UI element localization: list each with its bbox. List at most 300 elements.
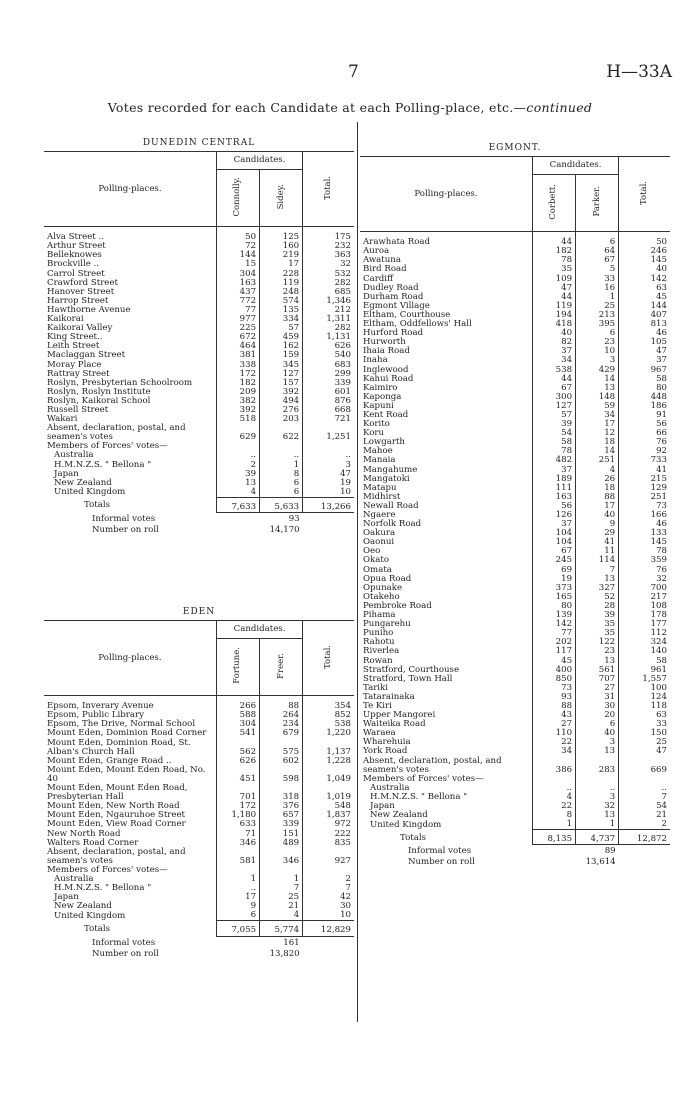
dunedin-central-table [44,135,354,535]
polling-place-name: Manaia [363,455,396,466]
vote-cell: 17 [576,502,619,511]
polling-place-name: Koru [363,428,385,439]
vote-cell: 37 [532,347,575,356]
table-row [360,420,670,429]
vote-cell: 17 [576,420,619,429]
vote-cell: 30 [576,702,619,711]
polling-place-name: Oeo [363,546,381,557]
vote-cell: 6 [576,329,619,338]
vote-cell: 6 [576,720,619,729]
vote-cell: 10 [576,347,619,356]
total-cell: 282 [303,279,354,288]
eden-table [44,604,354,959]
vote-cell: 345 [260,361,303,370]
polling-place-name: Rowan [363,655,393,666]
vote-cell: 52 [576,593,619,602]
vote-cell: 127 [260,370,303,379]
vote-cell: 622 [260,424,303,442]
vote-cell: 8 [532,811,575,820]
vote-cell: 39 [216,470,259,479]
vote-cell: 127 [532,402,575,411]
table-row [44,461,354,470]
vote-cell: 264 [260,711,303,720]
table-row [360,502,670,511]
forces-label: Members of Forces' votes— [47,441,168,452]
polling-place-name: King Street.. [47,332,103,343]
column-header-row [360,157,670,175]
table-row [360,538,670,547]
vote-cell: 203 [260,415,303,424]
vote-cell: 35 [576,629,619,638]
vote-cell: 300 [532,393,575,402]
polling-place-name: Hanover Street [47,286,115,297]
vote-cell: 88 [576,493,619,502]
polling-place-name: Mangatoki [363,473,410,484]
vote-cell: 109 [532,275,575,284]
polling-place-name: Waiteika Road [363,719,426,730]
total-cell: 41 [619,466,670,475]
number-on-roll-row-label: Number on roll [408,857,475,868]
table-row [44,766,354,784]
total-cell: 50 [619,238,670,247]
polling-place-name: Pihama [363,610,396,621]
vote-cell: 25 [260,893,303,902]
vote-cell: 6 [576,238,619,247]
total-cell: 63 [619,711,670,720]
polling-place-name: Okato [363,555,390,566]
candidate-header [532,175,575,232]
total-cell: 175 [303,233,354,242]
total-cell: 92 [619,447,670,456]
total-cell: 10 [303,911,354,921]
vote-cell: 602 [260,757,303,766]
total-cell: 363 [303,251,354,260]
vote-cell: 78 [532,256,575,265]
vote-cell: 27 [532,720,575,729]
vote-cell: 67 [532,547,575,556]
table-row [360,329,670,338]
polling-place-name: Midhirst [363,491,401,502]
total-cell: 21 [619,811,670,820]
table-row [360,638,670,647]
vote-cell: 386 [532,757,575,775]
polling-place-name: Wakari [47,414,78,425]
polling-place-name: Mount Eden, View Road Corner [47,819,186,830]
polling-place-name: Otakeho [363,591,400,602]
vote-cell: 2 [216,461,259,470]
vote-cell: 172 [216,802,259,811]
vote-cell: 382 [216,397,259,406]
vote-cell: 15 [216,260,259,269]
totals-cell: 5,774 [260,921,303,936]
empty-cell [619,845,670,857]
total-cell: 32 [303,260,354,269]
vote-cell: 459 [260,333,303,342]
polling-place-name: Absent, declaration, postal, and seamen's votes [47,846,186,866]
total-cell: 40 [619,265,670,274]
table-row [360,411,670,420]
vote-cell: 1 [260,875,303,884]
column-header-row [44,621,354,639]
empty-cell [303,513,354,525]
total-cell: 700 [619,584,670,593]
vote-cell: 172 [216,370,259,379]
polling-place-name: Upper Mangorei [363,710,436,721]
vote-cell: 376 [260,802,303,811]
vote-cell: 538 [532,366,575,375]
table-row [360,384,670,393]
polling-place-name: Oaonui [363,537,395,548]
total-cell: 186 [619,402,670,411]
vote-cell: 14 [576,447,619,456]
vote-cell: 35 [576,620,619,629]
vote-cell: .. [216,884,259,893]
total-cell: 668 [303,406,354,415]
polling-place-name: York Road [363,746,408,757]
table-row [44,848,354,866]
polling-place-name: Bird Road [363,264,407,275]
vote-cell: 400 [532,666,575,675]
total-cell: 105 [619,338,670,347]
total-cell: 47 [619,347,670,356]
vote-cell: 338 [216,361,259,370]
vote-cell: 163 [532,493,575,502]
polling-place-name: Stratford, Courthouse [363,664,460,675]
polling-place-name: Puniho [363,628,394,639]
vote-cell: 283 [576,757,619,775]
totals-label: Totals [400,832,426,843]
vote-cell: 114 [576,556,619,565]
polling-place-name: Oakura [363,528,396,539]
vote-cell: 37 [532,466,575,475]
polling-place-name: Matapu [363,482,397,493]
total-cell: 46 [619,520,670,529]
total-cell: 1,019 [303,784,354,802]
vote-cell: 429 [576,366,619,375]
vote-cell: 111 [532,484,575,493]
vote-cell: 135 [260,306,303,315]
vote-cell: 3 [576,738,619,747]
polling-place-name: United Kingdom [54,910,126,921]
total-cell: 282 [303,324,354,333]
polling-place-name: Crawford Street [47,277,118,288]
candidate-header [216,639,259,696]
vote-cell: 13 [576,657,619,666]
total-cell: 813 [619,320,670,329]
vote-cell: 234 [260,720,303,729]
total-cell: 961 [619,666,670,675]
number-on-roll-row-value: 14,170 [269,525,300,536]
vote-cell: 157 [260,379,303,388]
table-row [44,911,354,921]
total-cell: 145 [619,256,670,265]
vote-cell: 707 [576,675,619,684]
vote-cell: 104 [532,529,575,538]
table-row [360,629,670,638]
total-cell: 91 [619,411,670,420]
polling-place-name: Arawhata Road [363,237,431,248]
vote-cell: 126 [532,511,575,520]
vote-cell: 57 [532,411,575,420]
total-cell: 19 [303,479,354,488]
total-cell: 54 [619,802,670,811]
vote-cell: 541 [216,729,259,738]
polling-place-name: Mahoe [363,446,393,457]
candidate-name: Sidey. [275,183,286,210]
total-cell: 232 [303,242,354,251]
totals-cell: 12,829 [303,921,354,936]
vote-cell: 125 [260,233,303,242]
totals-cell: 4,737 [576,830,619,845]
table-row [360,529,670,538]
table-row [44,406,354,415]
polling-place-name: Durham Road [363,291,424,302]
vote-cell: 163 [216,279,259,288]
number-on-roll-row-label: Number on roll [92,525,159,536]
vote-cell: 11 [576,547,619,556]
polling-place-name: Inglewood [363,364,409,375]
table-row [360,547,670,556]
polling-place-name: Carrol Street [47,268,105,279]
vote-cell: 17 [260,260,303,269]
informal-votes-row-label: Informal votes [92,937,156,948]
polling-place-name: Alva Street .. [47,232,104,243]
vote-cell: 3 [576,793,619,802]
vote-cell: 657 [260,811,303,820]
polling-place-name: Dudley Road [363,282,419,293]
table-row [360,447,670,456]
total-cell: 66 [619,429,670,438]
polling-place-name: Hawthorne Avenue [47,304,131,315]
informal-votes-row-value: 89 [604,846,616,857]
vote-cell: 27 [576,684,619,693]
total-cell: 3 [303,461,354,470]
vote-cell: 25 [576,302,619,311]
polling-place-name: Kaponga [363,391,402,402]
vote-cell: .. [532,784,575,793]
total-cell: 25 [619,738,670,747]
vote-cell: 122 [576,638,619,647]
table-row [360,575,670,584]
vote-cell: 392 [216,406,259,415]
forces-label: Members of Forces' votes— [47,864,168,875]
table-row [360,484,670,493]
vote-cell: 189 [532,475,575,484]
vote-cell: 22 [532,738,575,747]
vote-cell: 34 [576,411,619,420]
polling-place-name: Tatarainaka [363,691,415,702]
vote-cell: 39 [576,611,619,620]
polling-place-name: Awatuna [363,255,401,266]
total-cell: 78 [619,547,670,556]
table-row [360,247,670,256]
total-cell: 177 [619,620,670,629]
candidates-header: Candidates. [216,621,302,639]
total-cell: 42 [303,893,354,902]
vote-cell: 701 [216,784,259,802]
total-cell: 538 [303,720,354,729]
total-header-label: Total. [323,175,334,200]
polling-place-name: Australia [54,450,94,461]
polling-place-name: Kapuni [363,400,394,411]
total-cell: 448 [619,393,670,402]
vote-cell: 21 [260,902,303,911]
candidate-header [576,175,619,232]
vote-cell: 850 [532,675,575,684]
table-row [360,375,670,384]
polling-place-name: Eltham, Oddfellows' Hall [363,319,472,330]
polling-place-name: Kahui Road [363,373,414,384]
total-cell: 215 [619,475,670,484]
vote-cell: 672 [216,333,259,342]
polling-place-name: Korito [363,419,390,430]
vote-cell: 17 [216,893,259,902]
polling-place-name: Epsom, The Drive, Normal School [47,719,196,730]
vote-cell: 29 [576,529,619,538]
vote-cell: 77 [216,306,259,315]
table-row [360,393,670,402]
polling-places-header: Polling-places. [360,157,532,232]
total-cell: 56 [619,420,670,429]
total-cell: 217 [619,593,670,602]
vote-cell: 219 [260,251,303,260]
total-cell: 601 [303,388,354,397]
number-on-roll-row [44,524,354,535]
polling-place-name: Mount Eden, Dominion Road, St. Alban's Church Hall [47,737,191,757]
vote-cell: 381 [216,351,259,360]
polling-place-name: Ihaia Road [363,346,410,357]
candidates-header: Candidates. [216,152,302,170]
vote-cell: 44 [532,293,575,302]
total-cell: 1,049 [303,766,354,784]
table-row [360,720,670,729]
total-cell: 1,311 [303,315,354,324]
polling-place-name: Opunake [363,582,403,593]
number-on-roll-row [360,856,670,867]
total-cell: 100 [619,684,670,693]
total-cell: 166 [619,511,670,520]
total-cell: 339 [303,379,354,388]
candidate-name: Fortune. [232,647,243,684]
polling-place-name: Pembroke Road [363,600,432,611]
vote-cell: 4 [260,911,303,921]
total-cell: 733 [619,456,670,465]
vote-cell: 1 [576,293,619,302]
vote-cell: 772 [216,297,259,306]
total-cell: 32 [619,575,670,584]
vote-cell: 23 [576,647,619,656]
polling-place-name: Australia [370,782,410,793]
polling-place-name: Omata [363,564,392,575]
polling-place-name: Absent, declaration, postal, and seamen's votes [47,423,186,443]
vote-cell: 162 [260,342,303,351]
vote-cell: 437 [216,288,259,297]
vote-cell: 28 [576,602,619,611]
vote-cell: 160 [260,242,303,251]
total-cell: 626 [303,342,354,351]
total-cell: 144 [619,302,670,311]
polling-place-name: Newall Road [363,500,419,511]
total-cell: 1,131 [303,333,354,342]
polling-place-name: Moray Place [47,359,102,370]
polling-place-name: Russell Street [47,404,109,415]
totals-label: Totals [84,500,110,511]
vote-cell: 1 [576,820,619,830]
vote-cell: 518 [216,415,259,424]
vote-cell: 418 [532,320,575,329]
vote-cell: 47 [532,284,575,293]
polling-place-name: Pungarehu [363,619,411,630]
vote-cell: 7 [260,884,303,893]
table-row [360,520,670,529]
total-cell: 972 [303,820,354,829]
total-cell: 1,557 [619,675,670,684]
vote-cell: 78 [532,447,575,456]
vote-cell: 19 [532,575,575,584]
number-on-roll-row-value: 13,614 [585,857,616,868]
total-cell: 33 [619,720,670,729]
vote-cell: 977 [216,315,259,324]
section-header-row [44,135,354,152]
vote-cell: 4 [576,466,619,475]
candidate-header [260,639,303,696]
polling-place-name: Ngaere [363,510,396,520]
polling-place-name: H.M.N.Z.S. " Bellona " [370,791,468,802]
polling-place-name: Kaimiro [363,382,398,393]
total-cell: 142 [619,275,670,284]
total-header-label: Total. [639,180,650,205]
polling-place-name: Walters Road Corner [47,837,139,848]
polling-place-name: Australia [54,873,94,884]
vote-cell: 13 [576,747,619,756]
total-cell: 1,228 [303,757,354,766]
vote-cell: 451 [216,766,259,784]
table-row [360,675,670,684]
vote-cell: 4 [532,793,575,802]
table-row [360,693,670,702]
section-name: EGMONT. [360,140,670,157]
total-cell: 76 [619,566,670,575]
total-cell: 222 [303,830,354,839]
polling-place-name: Hurford Road [363,328,424,339]
vote-cell: 23 [576,338,619,347]
vote-cell: 73 [532,684,575,693]
vote-cell: 33 [576,275,619,284]
vote-cell: 119 [532,302,575,311]
polling-place-name: Rahotu [363,637,395,648]
vote-cell: 588 [216,711,259,720]
polling-place-name: Mount Eden, Mount Eden Road, No. 40 [47,764,206,784]
number-on-roll-row-label: Number on roll [92,948,159,959]
total-cell: 45 [619,293,670,302]
vote-cell: 20 [576,711,619,720]
vote-cell: 5 [576,265,619,274]
total-cell: 47 [619,747,670,756]
polling-place-name: Opua Road [363,573,412,584]
total-cell: 145 [619,538,670,547]
total-cell: 80 [619,384,670,393]
polling-place-name: Stratford, Town Hall [363,673,453,684]
vote-cell: 72 [216,242,259,251]
candidates-header: Candidates. [532,157,618,175]
vote-cell: 139 [532,611,575,620]
candidate-name: Corbett. [548,183,559,220]
polling-place-name: Norfolk Road [363,519,422,530]
polling-place-name: Te Kiri [363,700,392,711]
vote-cell: 40 [576,511,619,520]
polling-place-name: Roslyn, Roslyn Institute [47,386,151,397]
vote-cell: 22 [532,802,575,811]
